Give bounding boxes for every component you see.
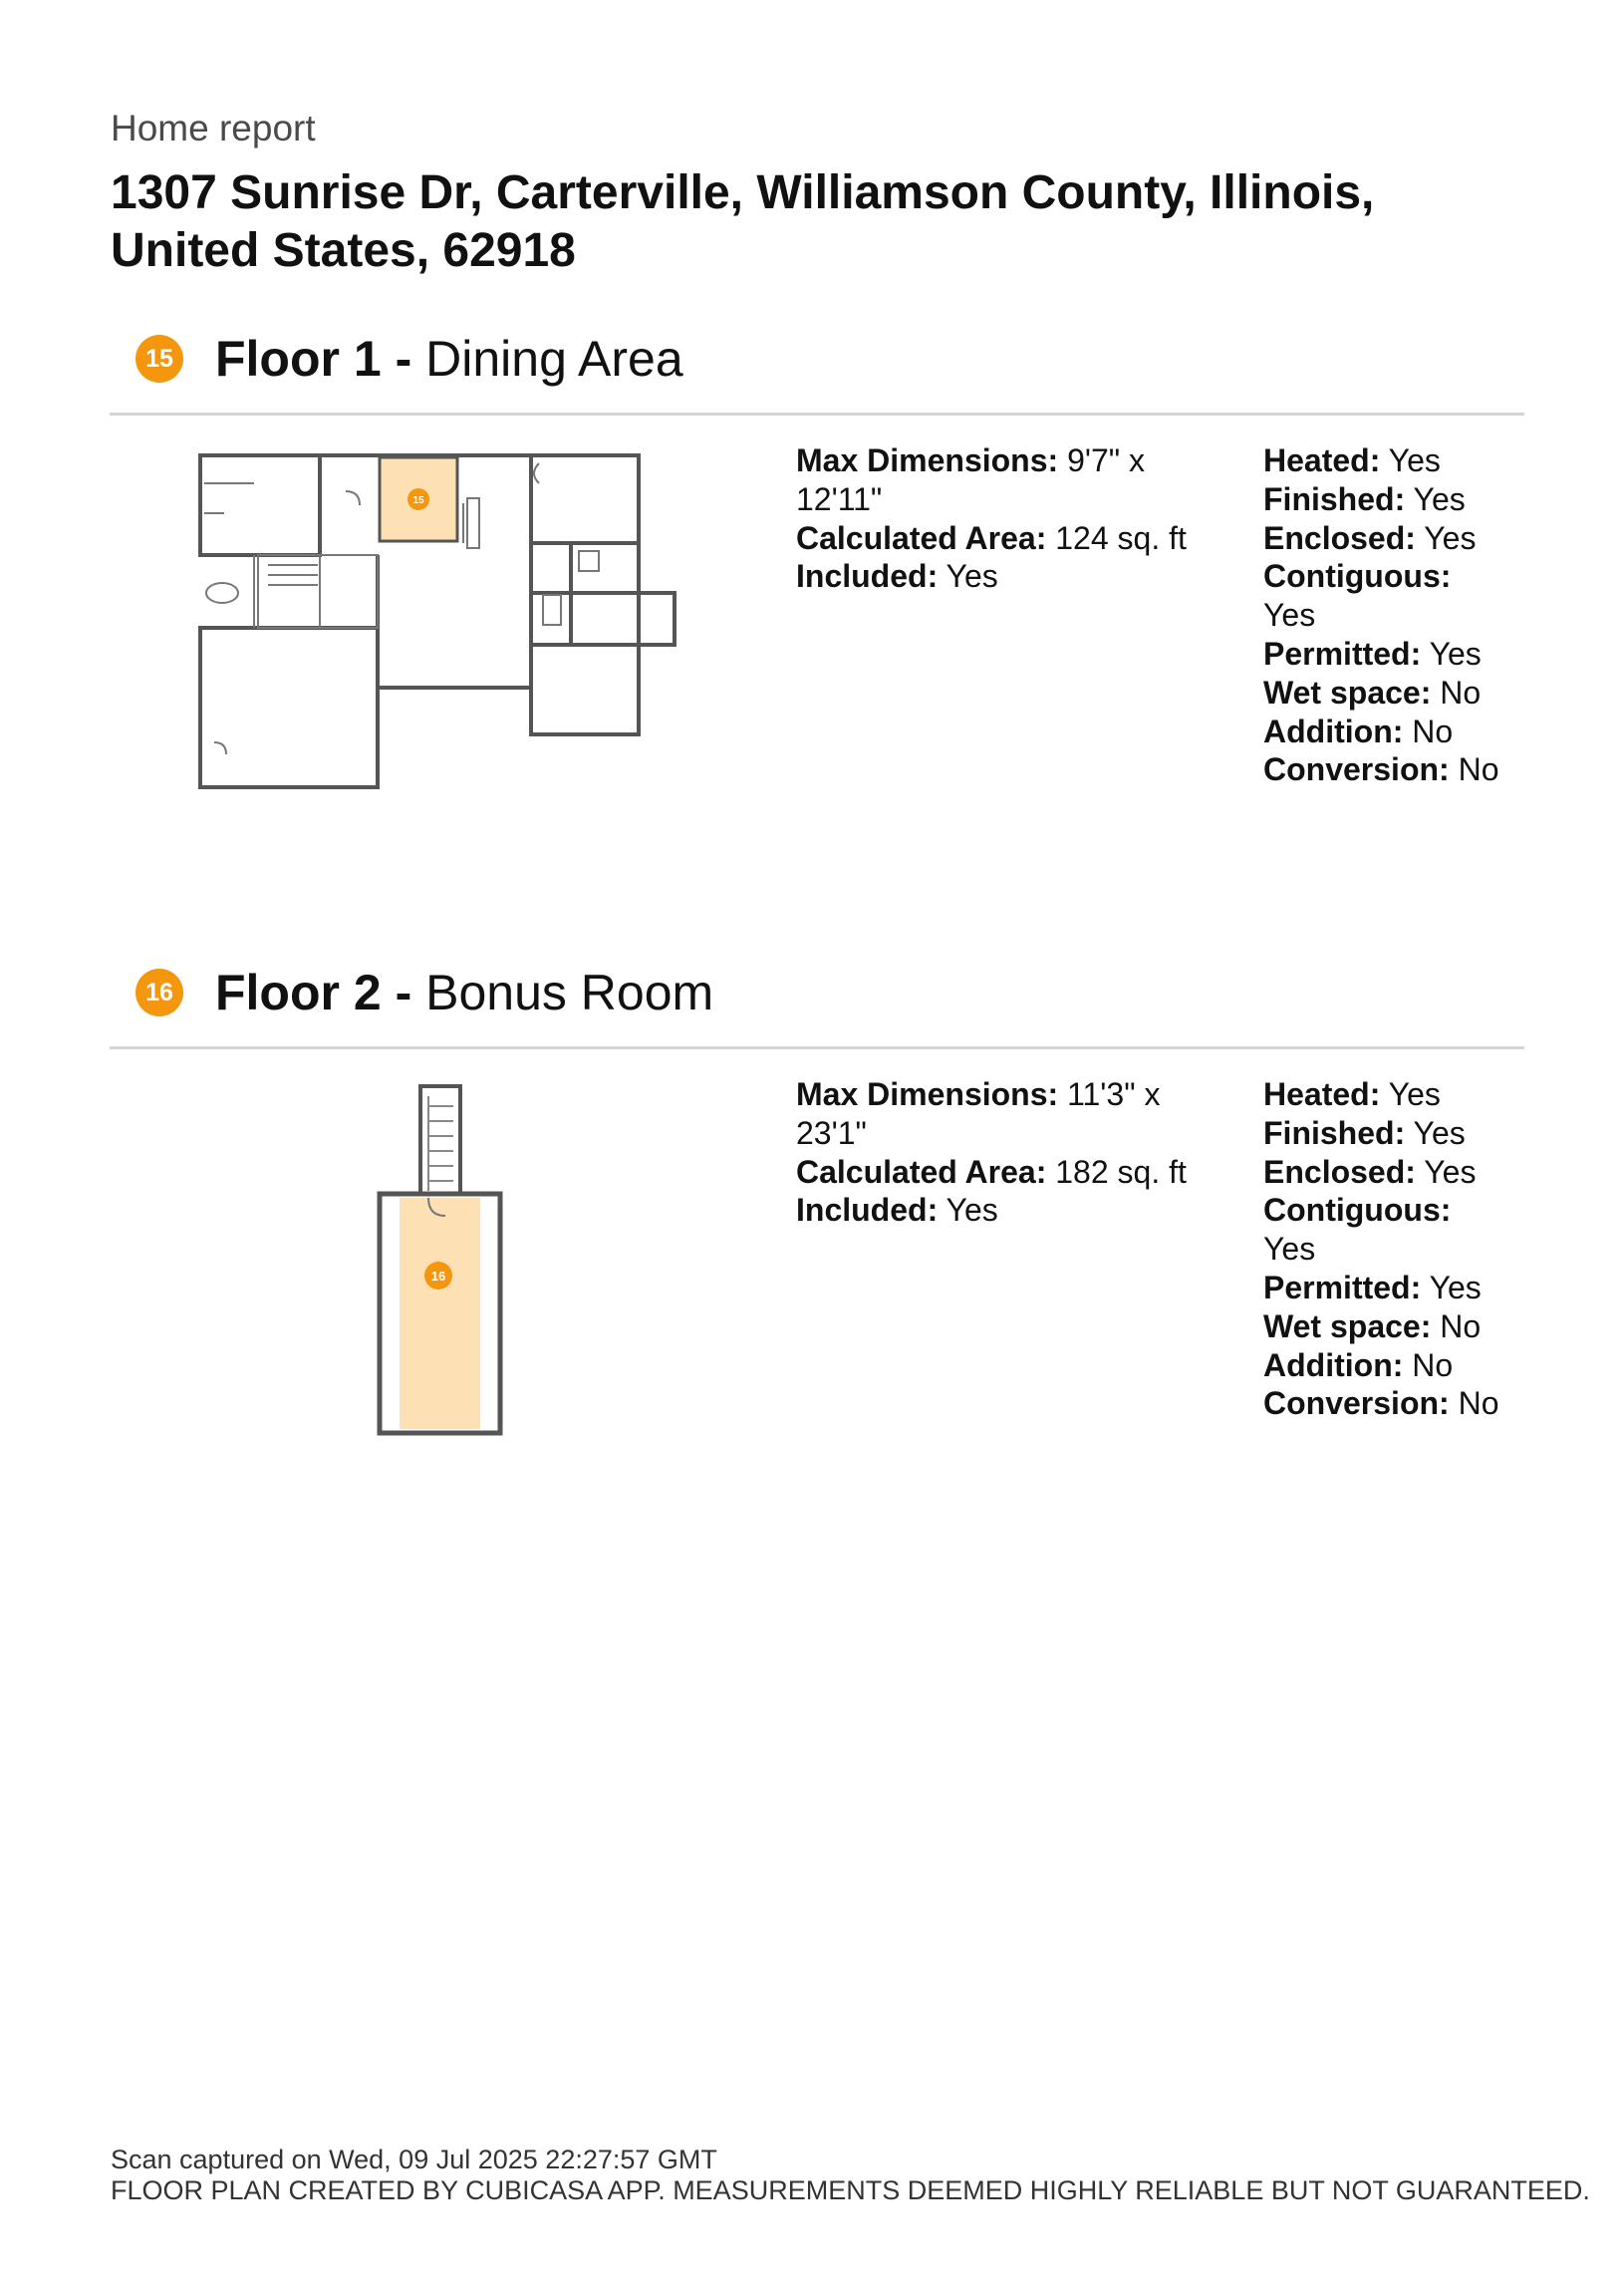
room-number-badge: 15: [135, 335, 183, 383]
room-details-16: [796, 1075, 1215, 1230]
wet-space: Wet space: No: [1263, 1307, 1482, 1344]
room-marker-label: 15: [412, 495, 424, 506]
section-divider: [110, 413, 1524, 416]
room-flags-16: [1263, 1075, 1522, 1423]
included: Included: Yes: [796, 1192, 998, 1229]
heated: Heated: Yes: [1263, 1076, 1441, 1112]
report-label: Home report: [111, 108, 316, 148]
wet-space: Wet space: No: [1263, 674, 1482, 711]
scan-timestamp: Scan captured on Wed, 09 Jul 2025 22:27:57 GMT: [111, 2145, 717, 2174]
addition: Addition: No: [1263, 713, 1454, 749]
floor-label: Floor 2: [215, 965, 382, 1020]
section-title: [215, 330, 683, 388]
max-dimensions: Max Dimensions: 9'7" x 12'11": [796, 442, 1146, 517]
title-separator: -: [381, 965, 426, 1020]
floor-label: Floor 1: [215, 331, 382, 387]
max-dimensions: Max Dimensions: 11'3" x 23'1": [796, 1076, 1161, 1151]
enclosed: Enclosed: Yes: [1263, 1153, 1477, 1190]
included: Included: Yes: [796, 558, 998, 595]
conversion: Conversion: No: [1263, 751, 1499, 788]
property-address: 1307 Sunrise Dr, Carterville, Williamson County, Illinois, United States, 62918: [111, 166, 1375, 277]
room-flags-15: [1263, 441, 1522, 789]
enclosed: Enclosed: Yes: [1263, 519, 1477, 556]
title-separator: -: [381, 331, 426, 387]
floor-plan-1: [194, 443, 692, 802]
section-header-floor-1: [135, 324, 683, 394]
addition: Addition: No: [1263, 1346, 1454, 1383]
finished: Finished: Yes: [1263, 480, 1466, 517]
floor-plan-2: [374, 1081, 513, 1440]
permitted: Permitted: Yes: [1263, 635, 1482, 672]
room-marker-label: 16: [430, 1269, 446, 1284]
calculated-area: Calculated Area: 124 sq. ft: [796, 519, 1187, 556]
conversion: Conversion: No: [1263, 1385, 1499, 1422]
disclaimer: FLOOR PLAN CREATED BY CUBICASA APP. MEASUREMENTS DEEMED HIGHLY RELIABLE BUT NOT GUARANTEED.: [111, 2175, 1590, 2205]
finished: Finished: Yes: [1263, 1114, 1466, 1151]
room-number-badge: 16: [135, 969, 183, 1016]
permitted: Permitted: Yes: [1263, 1269, 1482, 1305]
contiguous: Contiguous: Yes: [1263, 558, 1452, 634]
room-name: Bonus Room: [425, 965, 714, 1020]
room-name: Dining Area: [425, 331, 683, 387]
section-header-floor-2: [135, 958, 713, 1027]
section-title: [215, 964, 713, 1021]
section-divider: [110, 1046, 1524, 1049]
contiguous: Contiguous: Yes: [1263, 1192, 1452, 1268]
heated: Heated: Yes: [1263, 442, 1441, 478]
room-details-15: [796, 441, 1215, 596]
calculated-area: Calculated Area: 182 sq. ft: [796, 1153, 1187, 1190]
